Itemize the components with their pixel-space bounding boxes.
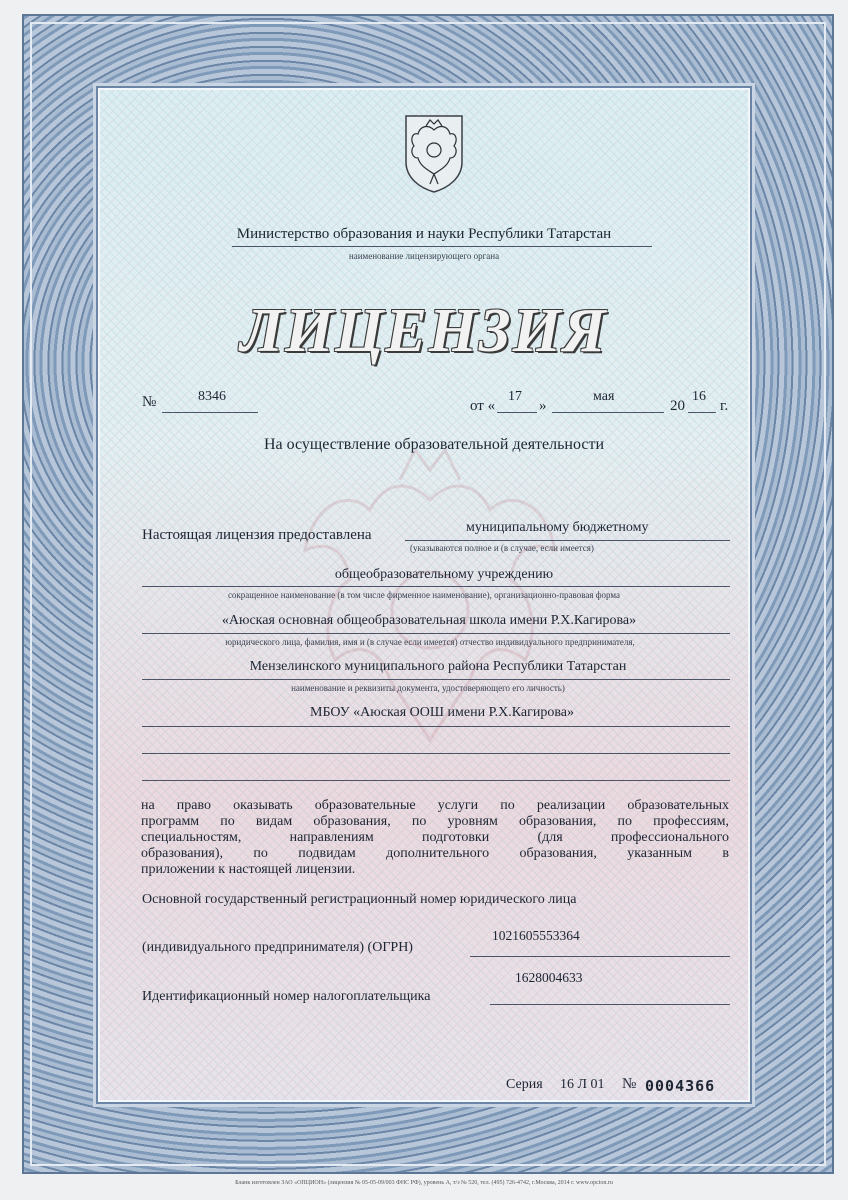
granted-line-2: общеобразовательному учреждению (334, 567, 554, 582)
rights-line: образования), по подвидам дополнительного образования, указанным в (141, 846, 729, 861)
granted-line-4: Мензелинского муниципального района Республики Татарстан (249, 659, 627, 674)
rights-line: приложении к настоящей лицензии. (141, 862, 356, 877)
granted-line-5: МБОУ «Аюская ООШ имени Р.Х.Кагирова» (310, 705, 574, 720)
date-year-suffix: 16 (692, 389, 706, 404)
date-from-label: от « (470, 398, 496, 414)
license-purpose: На осуществление образовательной деятельности (263, 436, 605, 453)
series-number-label: № (622, 1076, 637, 1092)
underline (490, 1004, 730, 1005)
rights-line: программ по видам образования, по уровням образования, по профессиям, (141, 814, 729, 829)
eagle-watermark (290, 440, 570, 780)
underline (405, 540, 730, 541)
underline (142, 633, 730, 634)
underline (142, 726, 730, 727)
granted-caption-3: юридического лица, фамилия, имя и (в случае если имеется) отчество индивидуального предпринимателя, (225, 637, 635, 647)
series-value: 16 Л 01 (560, 1077, 605, 1092)
rights-paragraph (141, 798, 729, 878)
granted-caption-4: наименование и реквизиты документа, удостоверяющего его личность) (291, 683, 565, 693)
date-year-unit: г. (720, 398, 729, 414)
underline (162, 412, 258, 413)
licensing-authority: Министерство образования и науки Республики Татарстан (236, 226, 612, 242)
granted-line-3: «Аюская основная общеобразовательная школа имени Р.Х.Кагирова» (221, 613, 637, 628)
underline (142, 679, 730, 680)
ogrn-label-1: Основной государственный регистрационный номер юридического лица (142, 892, 577, 907)
granted-caption-2: сокращенное наименование (в том числе фирменное наименование), организационно-правовая форма (227, 590, 621, 600)
number-label: № (142, 394, 157, 410)
date-year-prefix: 20 (670, 398, 685, 414)
underline (232, 246, 652, 247)
document-title: ЛИЦЕНЗИЯ (240, 297, 608, 365)
underline (552, 412, 664, 413)
ogrn-label-2: (индивидуального предпринимателя) (ОГРН) (142, 940, 413, 955)
underline (142, 753, 730, 754)
underline (470, 956, 730, 957)
underline (688, 412, 716, 413)
date-month: мая (593, 389, 615, 404)
underline (497, 412, 537, 413)
coat-of-arms-icon (402, 112, 466, 194)
series-label: Серия (506, 1077, 543, 1092)
granted-caption-1: (указываются полное и (в случае, если имеется) (410, 543, 594, 553)
date-close-quote: » (539, 398, 547, 414)
inn-label: Идентификационный номер налогоплательщика (142, 989, 431, 1004)
granted-line-1: муниципальному бюджетному (466, 520, 649, 535)
license-number: 8346 (198, 389, 226, 404)
licensing-authority-caption: наименование лицензирующего органа (348, 251, 500, 261)
blank-serial-number: 0004366 (645, 1077, 716, 1095)
underline (142, 780, 730, 781)
rights-line: специальностям, направлениям подготовки (для профессионального (141, 830, 729, 845)
granted-label: Настоящая лицензия предоставлена (142, 527, 372, 543)
rights-line: на право оказывать образовательные услуги по реализации образовательных (141, 798, 729, 813)
printer-footer: Бланк изготовлен ЗАО «ОПЦИОН» (лицензия № 05-05-09/003 ФНС РФ), уровень А, т/з № 520, тел. (495) 726-4742, г.Москва, 2014 г. www.opcion.ru (235, 1180, 613, 1186)
underline (142, 586, 730, 587)
inn-value: 1628004633 (515, 970, 583, 985)
ogrn-value: 1021605553364 (492, 928, 580, 943)
date-day: 17 (508, 389, 522, 404)
